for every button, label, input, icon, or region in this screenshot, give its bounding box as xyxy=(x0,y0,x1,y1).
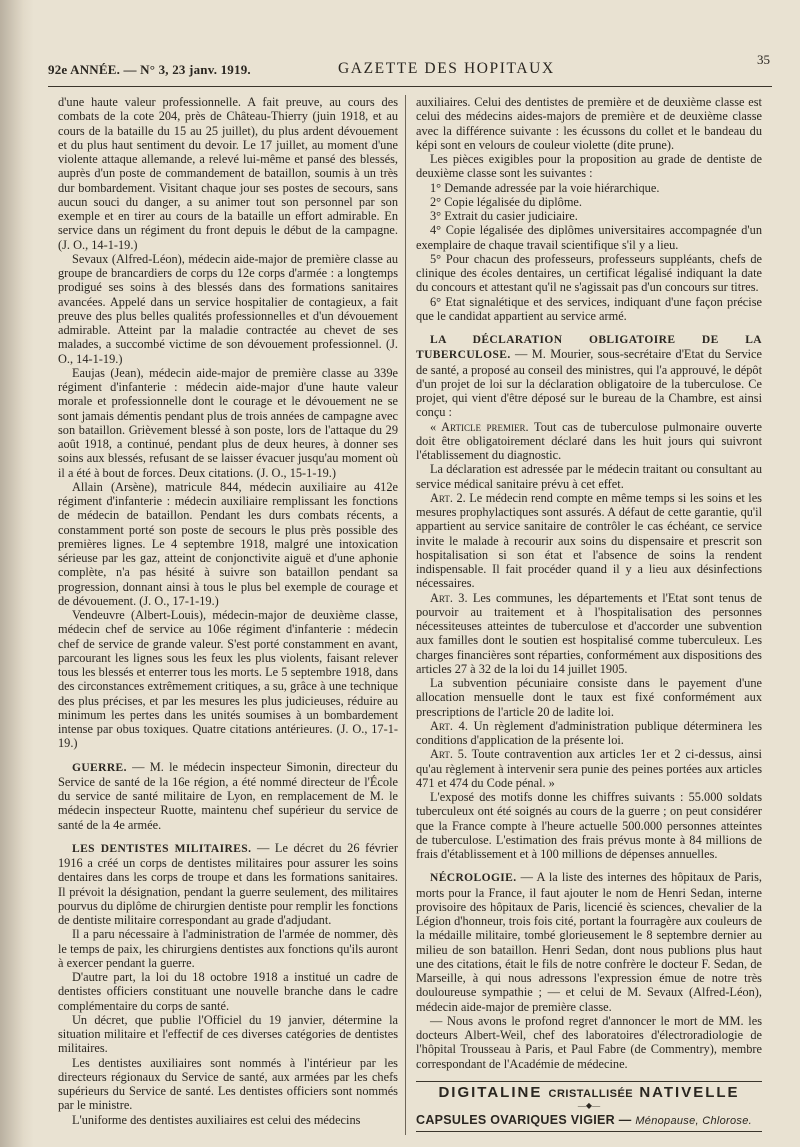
article-label: Art. 4. xyxy=(430,718,468,733)
paragraph: auxiliaires. Celui des dentistes de première et de deuxième classe est celui des médecins aides-majors de première et de deuxième classe avec la différence suivante : les écussons du collet et le bandeau du képi sont en velours de couleur violette (dite prune). xyxy=(416,95,762,152)
list-item: 5° Pour chacun des professeurs, professeurs suppléants, chefs de clinique des écoles dentaires, un certificat légalisé indiquant la date du concours et attestant qu'il ne s'agissait pas d'un concours sur titres. xyxy=(416,251,762,295)
ad-dash: — xyxy=(614,1113,636,1127)
ornament-icon: —◆— xyxy=(577,1101,601,1110)
paragraph-text: Le médecin rend compte en même temps si les soins et les mesures prophylactiques sont assurés. A défaut de cette garantie, qu'il appartient au service sanitaire de contrôler le cas échéant, ce service invite le malade à recourir aux soins du dispensaire et prescrit son hospitalisation si son état et l'absence de soins la rendent indispensable. Il fait procéder quand il y a lieu aux désinfections nécessaires. xyxy=(416,490,762,591)
section-heading: LA DÉCLARATION OBLIGATOIRE DE LA TUBERCULOSE. xyxy=(416,334,762,362)
news-item-dentistes xyxy=(58,841,398,928)
article-label: « Article premier. xyxy=(430,419,529,434)
article-paragraph xyxy=(416,719,762,748)
paragraph: L'uniforme des dentistes auxiliaires est celui des médecins xyxy=(72,1112,361,1127)
binding-shadow xyxy=(0,0,34,1147)
list-item: 6° Etat signalétique et des services, indiquant d'une façon précise que le candidat appartient au service armé. xyxy=(416,294,762,323)
list-item: 4° Copie légalisée des diplômes universitaires accompagnée d'un exemplaire de chaque travail scientifique s'il y a lieu. xyxy=(416,223,762,252)
journal-title: GAZETTE DES HOPITAUX xyxy=(338,60,555,77)
article-paragraph xyxy=(416,747,762,790)
paragraph: Il a paru nécessaire à l'administration de l'armée de nommer, dès le temps de paix, les chirurgiens dentistes aux fonctions qu'ils auront à exercer pendant la guerre. xyxy=(58,927,398,970)
section-heading: LES DENTISTES MILITAIRES. xyxy=(72,842,252,855)
article-paragraph xyxy=(416,591,762,677)
issue-info: 92e ANNÉE. — N° 3, 23 janv. 1919. xyxy=(48,62,251,77)
paragraph: Eaujas (Jean), médecin aide-major de première classe au 339e régiment d'infanterie : médecin aide-major d'une haute valeur morale et professionnelle dont le courage et le dévouement ne se sont jamais démentis pendant plus de trois années de campagne avec son bataillon. Grièvement blessé à son poste, lors de l'attaque du 29 août 1918, a continué, pendant plus de deux heures, à donner ses soins aux blessés, refusant de se laisser évacuer jusqu'au moment où il a été à bout de forces. Deux citations. (J. O., 15-1-19.) xyxy=(58,365,398,480)
ad-tagline: Ménopause, Chlorose. xyxy=(635,1115,753,1127)
advertisement xyxy=(416,1081,762,1133)
header-rule xyxy=(48,86,772,87)
article-label: Art. 2. xyxy=(430,490,466,505)
paragraph: L'exposé des motifs donne les chiffres suivants : 55.000 soldats tuberculeux ont été soignés au cours de la guerre ; on peut considérer que la France compte à l'heure actuelle 500.000 personnes atteintes de tuberculose. L'estimation des frais prévus monte à 84 millions de frais d'établissement et à 100 millions de dépenses annuelles. xyxy=(416,790,762,861)
paragraph-text: — M. le médecin inspecteur Simonin, directeur du Service de santé de la 16e région, a été nommé directeur de l'École du service de santé militaire de Lyon, en remplacement de M. le médecin inspecteur Ruotte, maintenu chef supérieur du service de santé de la 4e armée. xyxy=(58,759,398,832)
paragraph-text: Les communes, les départements et l'Etat sont tenus de pourvoir au traitement et à l'hospitalisation des personnes nécessiteuses atteintes de tuberculose et d'accorder une subvention aux familles dont le soutien est hospitalisé comme tuberculeux. Les charges financières sont réparties, conformément aux dispositions des articles 27 à 32 de la loi du 14 juillet 1905. xyxy=(416,590,762,676)
paragraph: d'une haute valeur professionnelle. A fait preuve, au cours des combats de la cote 204, près de Château-Thierry (juin 1918, et au cours de la bataille du 15 au 25 juillet), du plus ardent dévouement et du plus haut sentiment du devoir. Le 17 juillet, au moment d'une violente attaque allemande, a relevé lui-même et pansé des blessés, auprès d'un poste de commandement de bataillon, soumis à un très dur bombardement. Visitant chaque jour ses postes de secours, sans aucun souci du danger, a su animer tout son personnel par son exemple et en tirer au cours de la bataille un effort admirable. En service dans un régiment du front depuis le début de la campagne. (J. O., 14-1-19.) xyxy=(58,95,398,252)
paragraph-text: — M. Mourier, sous-secrétaire d'Etat du Service de santé, a proposé au conseil des ministres, qui l'a approuvé, le dépôt d'un projet de loi sur la déclaration obligatoire de la tuberculose. Ce projet, qui vient d'être déposé sur le bureau de la Chambre, est ainsi conçu : xyxy=(416,347,762,420)
ad-word: DIGITALINE xyxy=(438,1083,543,1101)
ad-word: CRISTALLISÉE xyxy=(548,1087,634,1100)
paragraph-text: Un règlement d'administration publique déterminera les conditions d'application de la présente loi. xyxy=(416,718,762,747)
paragraph: Un décret, que publie l'Officiel du 19 janvier, détermine la situation militaire et l'effectif de ces diverses catégories de dentistes militaires. xyxy=(58,1012,398,1056)
column-divider xyxy=(405,95,406,1135)
paragraph: Les pièces exigibles pour la proposition au grade de dentiste de deuxième classe sont les suivantes : xyxy=(416,152,762,181)
paragraph: Les dentistes auxiliaires sont nommés à l'intérieur par les directeurs régionaux du Service de santé, aux armées par les chefs supérieurs du Service de santé. Les dentistes officiers sont nommés par le ministre. xyxy=(58,1055,398,1113)
article-label: Art. 5. xyxy=(430,747,468,762)
paragraph-text: — A la liste des internes des hôpitaux de Paris, morts pour la France, il faut ajouter le nom de Henri Sedan, interne provisoire des hôpitaux de Paris, licencié ès sciences, chevalier de la Légion d'honneur, trois fois cité, portant la fourragère aux couleurs de la médaille militaire, tombé glorieusement le 8 septembre dernier au milieu de son bataillon. Henri Sedan, dont nous publions plus haut une des citations, était le fils de notre confrère le docteur F. Sedan, de Marseille, à qui nous adressons l'expression émue de notre très douloureuse sympathie ; — et celui de M. Sevaux (Alfred-Léon), médecin aide-major de première classe. xyxy=(416,870,762,1014)
page-header xyxy=(48,52,770,82)
paragraph: La déclaration est adressée par le médecin traitant ou consultant au service médical sanitaire prévu à cet effet. xyxy=(416,462,762,491)
section-heading: NÉCROLOGIE. xyxy=(430,872,517,885)
news-item-guerre xyxy=(58,760,398,832)
left-column xyxy=(58,95,398,1127)
ad-capsules xyxy=(416,1113,762,1132)
list-item: 2° Copie légalisée du diplôme. xyxy=(430,194,583,209)
article-paragraph xyxy=(416,491,762,591)
list-item: 1° Demande adressée par la voie hiérarchique. xyxy=(430,180,660,195)
list-item: 3° Extrait du casier judiciaire. xyxy=(430,209,578,223)
paragraph-text: Tout cas de tuberculose pulmonaire ouverte doit être obligatoirement déclaré dans les huit jours qui suivront l'établissement du diagnostic. xyxy=(416,419,762,462)
ad-word: NATIVELLE xyxy=(639,1083,740,1101)
ad-digitaline xyxy=(416,1081,762,1101)
right-column xyxy=(416,95,762,1132)
section-heading: GUERRE. xyxy=(72,761,127,774)
article-label: Art. 3. xyxy=(430,590,468,605)
paragraph: Sevaux (Alfred-Léon), médecin aide-major de première classe au groupe de brancardiers de corps du 12e corps d'armée : a longtemps prodigué ses soins à des blessés dans des formations sanitaires avancées. Appelé dans un service hospitalier de contagieux, a fait preuve des plus belles qualités professionnelles et d'un dévouement admirable. Atteint par la maladie contractée au chevet de ses malades, a succombé victime de son dévouement professionnel. (J. O., 14-1-19.) xyxy=(58,251,398,366)
paragraph-text: — Le décret du 26 février 1916 a créé un corps de dentistes militaires pour assurer les soins dentaires dans les corps de troupe et dans les formations sanitaires. Il prévoit la désignation, pendant la guerre seulement, des militaires pourvus du diplôme de chirurgien dentiste pour remplir les fonctions de dentiste militaire correspondant au grade d'adjudant. xyxy=(58,840,398,927)
page-number: 35 xyxy=(757,52,770,67)
paragraph: Allain (Arsène), matricule 844, médecin auxiliaire au 412e régiment d'infanterie : médecin auxiliaire remplissant les fonctions de médecin de bataillon. Pendant les durs combats récents, a constamment porté son poste de secours le plus près possible des premières lignes. Le 4 septembre 1918, malgré une intoxication sérieuse par les gaz, atteint de conjonctivite aiguë et d'une aphonie complète, n'a pas hésité à suivre son bataillon pendant sa progression, donnant ainsi à tous le plus bel exemple de courage et de dévouement. (J. O., 17-1-19.) xyxy=(58,479,398,608)
paragraph-text: Toute contravention aux articles 1er et 2 ci-dessus, ainsi qu'au règlement à intervenir sera punie des peines portées aux articles 471 et 474 du Code pénal. » xyxy=(416,747,762,790)
news-item-tuberculose xyxy=(416,332,762,420)
paragraph: — Nous avons le profond regret d'annoncer le mort de MM. les docteurs Albert-Weil, chef des laboratoires d'électroradiologie de l'hôpital Trousseau à Paris, et Paul Fabre (de Commentry), membre correspondant de l'Académie de médecine. xyxy=(416,1013,762,1071)
news-item-necrologie xyxy=(416,870,762,1014)
article-paragraph xyxy=(416,420,762,463)
ad-product: CAPSULES OVARIQUES VIGIER xyxy=(416,1113,615,1127)
paragraph: La subvention pécuniaire consiste dans le payement d'une allocation mensuelle dont le taux est fixé conformément aux prescriptions de l'article 20 de ladite loi. xyxy=(416,676,762,719)
paragraph: D'autre part, la loi du 18 octobre 1918 a institué un cadre de dentistes officiers constituant une nouvelle branche dans le cadre complémentaire du corps de santé. xyxy=(58,970,398,1013)
paragraph: Vendeuvre (Albert-Louis), médecin-major de deuxième classe, médecin chef de service au 106e régiment d'infanterie : médecin chef de service de grande valeur. S'est porté constamment en avant, parcourant les lignes sous les feux les plus violents, faisant relever tous les blessés et enterrer tous les morts. Le 5 septembre 1918, dans des circonstances extrêmement critiques, a su, grâce à une technique des plus précises, et par les mesures les plus judicieuses, réduire au minimum les pertes dans les unités soumises à un bombardement intense par obus toxiques. Quatre citations antérieures. (J. O., 17-1-19.) xyxy=(58,608,398,751)
